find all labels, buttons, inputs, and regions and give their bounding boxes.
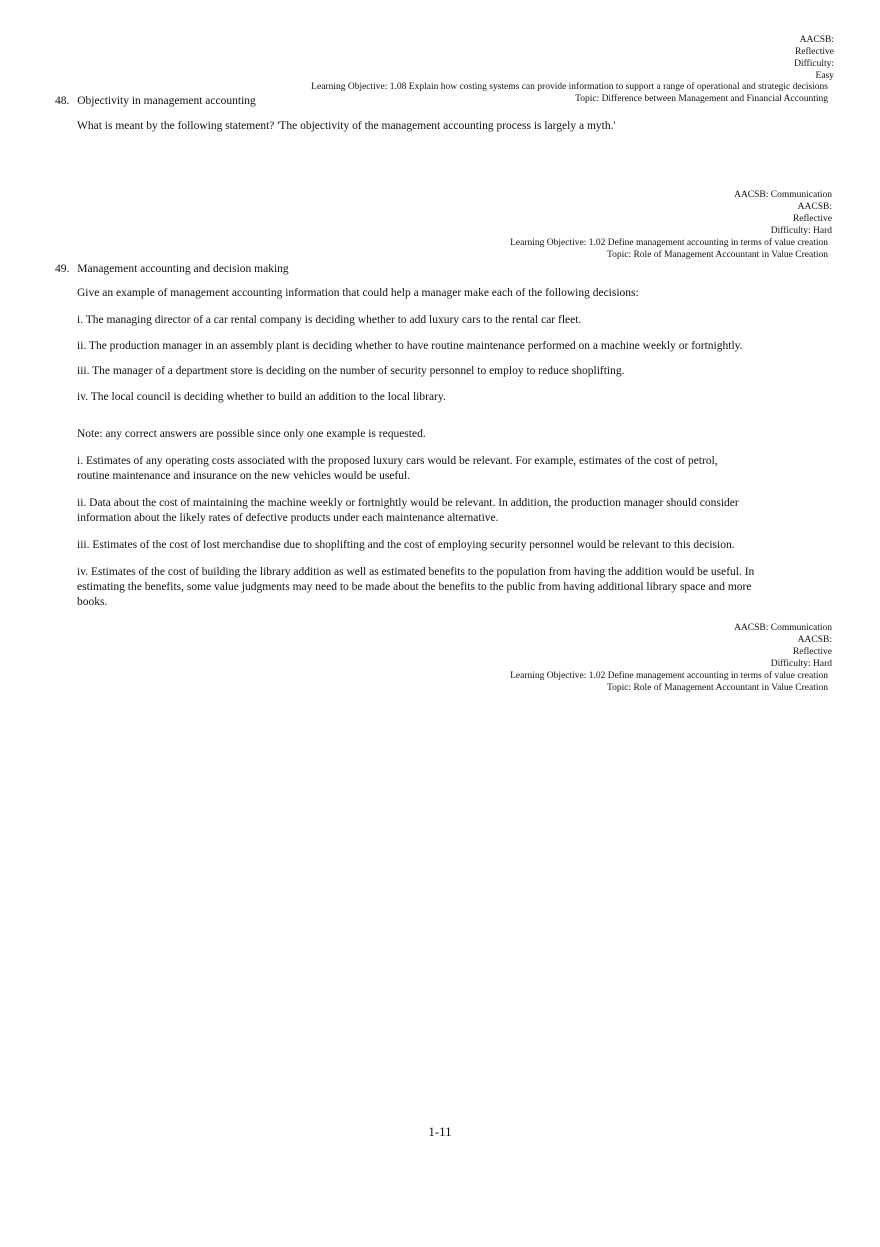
q49-number: 49. — [55, 263, 70, 275]
aacsb-label: AACSB: — [797, 202, 832, 212]
learning-objective: Learning Objective: 1.02 Define management accounting in terms of value creation — [510, 671, 828, 681]
aacsb-value: Reflective — [794, 47, 834, 57]
q48-heading — [55, 95, 256, 107]
q48-number: 48. — [55, 95, 70, 107]
q49-item-1: i. The managing director of a car rental company is deciding whether to add luxury cars to the rental car fleet. — [77, 314, 582, 326]
q49-item-2: ii. The production manager in an assembly plant is deciding whether to have routine maintenance performed on a machine weekly or fortnightly. — [77, 340, 743, 352]
q49-item-4: iv. The local council is deciding whether to build an addition to the local library. — [77, 391, 446, 403]
page-number: 1-11 — [428, 1124, 452, 1139]
q49-question: Give an example of management accounting information that could help a manager make each of the following decisions: — [77, 287, 639, 299]
topic: Topic: Role of Management Accountant in Value Creation — [606, 683, 828, 693]
learning-objective: Learning Objective: 1.02 Define management accounting in terms of value creation — [510, 238, 828, 248]
aacsb-value: Reflective — [792, 647, 832, 657]
q49-answer-2: ii. Data about the cost of maintaining the machine weekly or fortnightly would be relevant. In addition, the production manager should consider information about the likely rates of defective products under each maintenance alternative. — [77, 497, 739, 524]
q47-topic: Topic: Difference between Management and Financial Accounting — [575, 94, 828, 104]
difficulty: Difficulty: Hard — [770, 226, 832, 236]
difficulty-label: Difficulty: — [794, 59, 834, 69]
q47-learning-objective: Learning Objective: 1.08 Explain how costing systems can provide information to support a range of operational and strategic decisions — [311, 82, 828, 92]
q49-answer-note: Note: any correct answers are possible since only one example is requested. — [77, 428, 426, 440]
aacsb-value: Reflective — [792, 214, 832, 224]
aacsb-communication: AACSB: Communication — [734, 623, 832, 633]
difficulty: Difficulty: Hard — [770, 659, 832, 669]
q48-title: Objectivity in management accounting — [77, 95, 256, 107]
q49-answer-1: i. Estimates of any operating costs associated with the proposed luxury cars would be relevant. For example, estimates of the cost of petrol, routine maintenance and insurance on the new vehicles would be useful. — [77, 455, 718, 482]
topic: Topic: Role of Management Accountant in Value Creation — [606, 250, 828, 260]
q48-metadata — [510, 189, 832, 261]
aacsb-communication: AACSB: Communication — [734, 190, 832, 200]
difficulty-value: Easy — [815, 71, 834, 81]
q49-answer-3: iii. Estimates of the cost of lost merchandise due to shoplifting and the cost of employing security personnel would be relevant to this decision. — [77, 539, 735, 551]
aacsb-label: AACSB: — [799, 35, 834, 45]
q49-answer-4: iv. Estimates of the cost of building the library addition as well as estimated benefits to the population from having the addition would be useful. In estimating the benefits, some value judgments may need to be made about the benefits to the public from having additional library space and more books. — [77, 566, 755, 608]
aacsb-label: AACSB: — [797, 635, 832, 645]
q48-question: What is meant by the following statement? 'The objectivity of the management accounting process is largely a myth.' — [77, 120, 616, 132]
q47-metadata — [794, 34, 834, 82]
q49-title: Management accounting and decision making — [77, 263, 289, 275]
q49-heading — [55, 263, 289, 275]
q49-item-3: iii. The manager of a department store is deciding on the number of security personnel to employ to reduce shoplifting. — [77, 365, 625, 377]
q49-metadata — [510, 622, 832, 694]
